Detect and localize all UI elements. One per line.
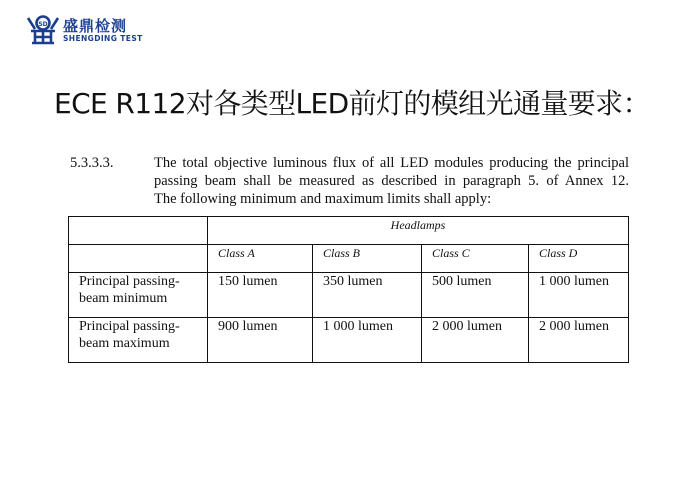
column-header-class-b: Class B bbox=[313, 245, 422, 273]
row-label-line: beam maximum bbox=[79, 336, 170, 351]
shengding-logo-icon bbox=[26, 14, 60, 48]
company-logo bbox=[26, 14, 166, 50]
table-cell: 2 000 lumen bbox=[422, 318, 529, 363]
table-cell: 500 lumen bbox=[422, 273, 529, 318]
row-label-line: Principal passing- bbox=[79, 274, 180, 289]
empty-header-cell bbox=[69, 217, 208, 245]
table-row bbox=[69, 273, 629, 318]
clause-number: 5.3.3.3. bbox=[70, 155, 114, 171]
table-cell: 1 000 lumen bbox=[529, 273, 629, 318]
table-cell: 2 000 lumen bbox=[529, 318, 629, 363]
column-header-class-c: Class C bbox=[422, 245, 529, 273]
clause-line: The following minimum and maximum limits shall apply: bbox=[154, 191, 492, 207]
row-label bbox=[69, 318, 208, 363]
table-row bbox=[69, 318, 629, 363]
row-label bbox=[69, 273, 208, 318]
logo-name-cn: 盛鼎检测 bbox=[63, 17, 128, 35]
svg-text:SD: SD bbox=[38, 21, 48, 28]
column-header-row bbox=[69, 245, 629, 273]
clause-line: The total objective luminous flux of all LED modules producing the principal bbox=[154, 155, 629, 171]
clause-line: passing beam shall be measured as described in paragraph 5. of Annex 12. bbox=[154, 173, 629, 189]
table-cell: 1 000 lumen bbox=[313, 318, 422, 363]
logo-name-en: SHENGDING TEST bbox=[63, 34, 143, 43]
slide-title: ECE R112对各类型LED前灯的模组光通量要求： bbox=[54, 87, 650, 120]
column-header-class-a: Class A bbox=[208, 245, 313, 273]
table-cell: 350 lumen bbox=[313, 273, 422, 318]
group-header-row bbox=[69, 217, 629, 245]
table-cell: 900 lumen bbox=[208, 318, 313, 363]
table-cell: 150 lumen bbox=[208, 273, 313, 318]
luminous-flux-table bbox=[68, 216, 629, 363]
column-header-class-d: Class D bbox=[529, 245, 629, 273]
row-label-line: beam minimum bbox=[79, 291, 168, 306]
group-header: Headlamps bbox=[208, 217, 629, 245]
row-label-line: Principal passing- bbox=[79, 319, 180, 334]
empty-header-cell bbox=[69, 245, 208, 273]
clause-text bbox=[154, 154, 629, 208]
